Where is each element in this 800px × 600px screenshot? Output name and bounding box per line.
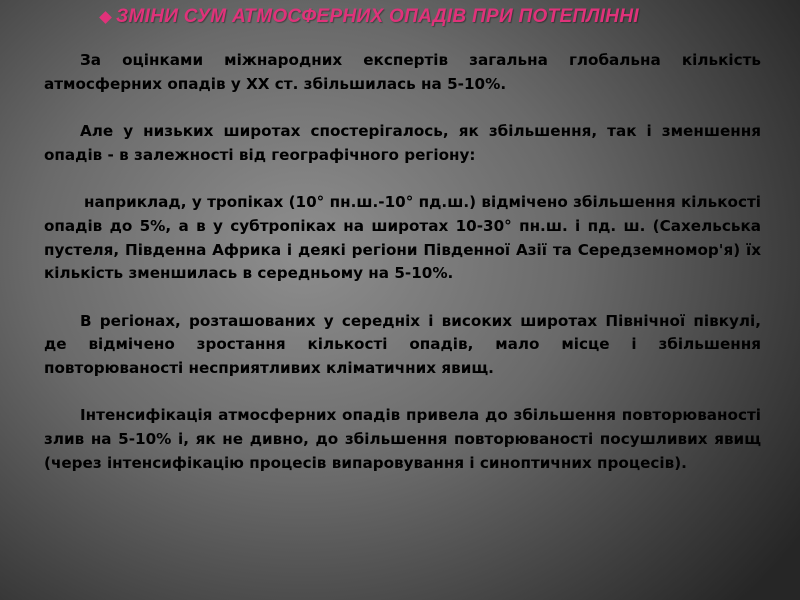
paragraph-tropics-example: наприклад, у тропіках (10° пн.ш.-10° пд.ш.) відмічено збільшення кількості опадів до 5%, а в у субтропіках на широтах 10-30° пн.ш. і пд. ш. (Сахельська пустеля, Південна Африка і деякі регіони Південної Азії та Середземномор'я) їх кількість зменшилась в середньому на 5-10%. — [44, 193, 761, 283]
diamond-bullet-icon — [99, 11, 112, 24]
paragraph-low-latitudes: Але у низьких широтах спостерігалось, як збільшення, так і зменшення опадів - в залежності від географічного регіону: — [44, 122, 761, 164]
slide-body — [44, 49, 761, 476]
slide-title: ЗМІНИ СУМ АТМОСФЕРНИХ ОПАДІВ ПРИ ПОТЕПЛІННІ — [116, 6, 639, 27]
paragraph-global-increase: За оцінками міжнародних експертів загальна глобальна кількість атмосферних опадів у XX ст. збільшилась на 5-10%. — [44, 51, 761, 93]
paragraph-northern-hemisphere: В регіонах, розташованих у середніх і високих широтах Північної півкулі, де відмічено зростання кількості опадів, мало місце і збільшення повторюваності несприятливих кліматичних явищ. — [44, 311, 761, 378]
paragraph-intensification: Інтенсифікація атмосферних опадів привела до збільшення повторюваності злив на 5-10% і, як не дивно, до збільшення повторюваності посушливих явищ (через інтенсифікацію процесів випаровування і синоптичних процесів). — [44, 406, 761, 472]
